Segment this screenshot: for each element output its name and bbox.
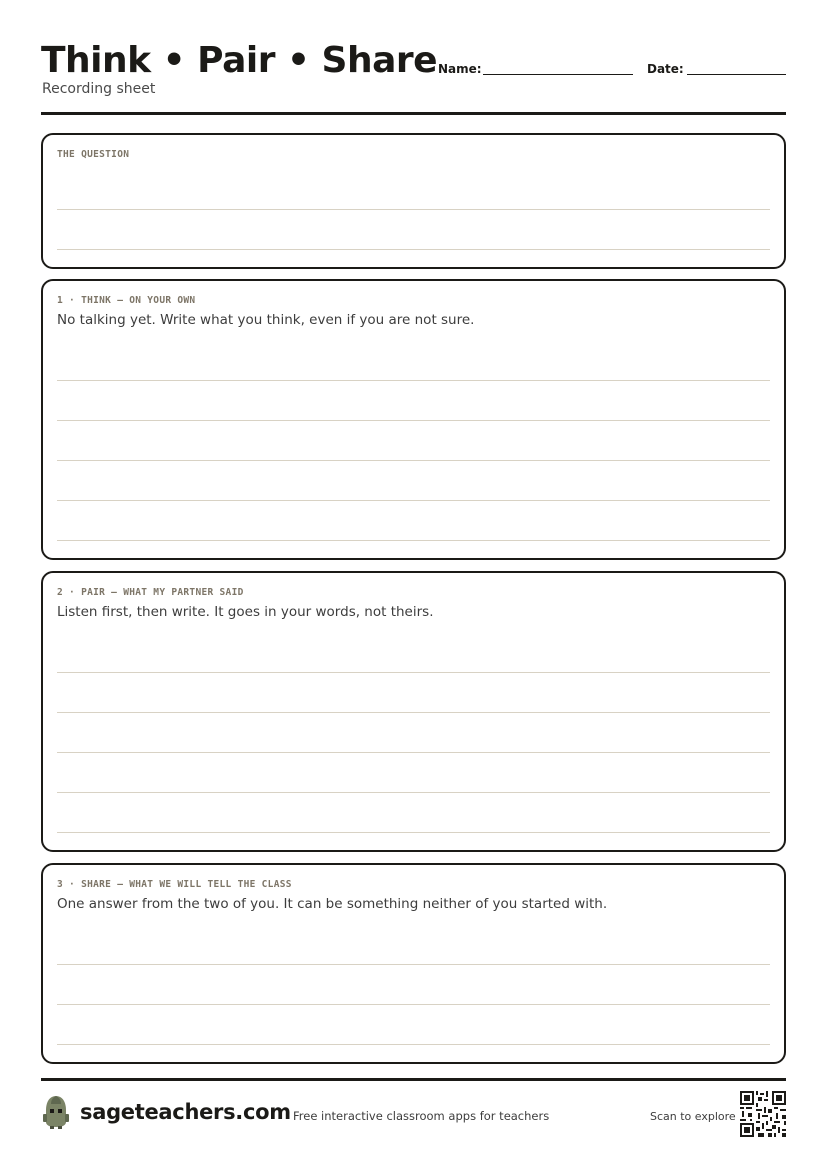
date-field[interactable] xyxy=(687,74,786,75)
writing-line[interactable] xyxy=(57,792,770,793)
question-label: THE QUESTION xyxy=(57,149,130,160)
writing-line[interactable] xyxy=(57,1004,770,1005)
writing-line[interactable] xyxy=(57,752,770,753)
share-label: 3 · SHARE — WHAT WE WILL TELL THE CLASS xyxy=(57,879,292,890)
think-prompt: No talking yet. Write what you think, even if you are not sure. xyxy=(57,312,475,328)
writing-line[interactable] xyxy=(57,672,770,673)
name-label: Name: xyxy=(438,62,482,76)
scan-label: Scan to explore xyxy=(650,1110,736,1123)
writing-line[interactable] xyxy=(57,500,770,501)
writing-line[interactable] xyxy=(57,460,770,461)
writing-line[interactable] xyxy=(57,420,770,421)
think-box xyxy=(41,279,786,560)
header-divider xyxy=(41,112,786,115)
pair-label: 2 · PAIR — WHAT MY PARTNER SAID xyxy=(57,587,244,598)
writing-line[interactable] xyxy=(57,832,770,833)
writing-line[interactable] xyxy=(57,209,770,210)
writing-line[interactable] xyxy=(57,540,770,541)
tagline: Free interactive classroom apps for teachers xyxy=(293,1109,550,1123)
qr-code-icon[interactable] xyxy=(740,1091,786,1137)
date-label: Date: xyxy=(647,62,684,76)
footer-divider xyxy=(41,1078,786,1081)
page-title: Think • Pair • Share xyxy=(41,40,438,81)
writing-line[interactable] xyxy=(57,964,770,965)
sage-mascot-icon xyxy=(41,1094,71,1130)
pair-box xyxy=(41,571,786,852)
writing-line[interactable] xyxy=(57,712,770,713)
share-prompt: One answer from the two of you. It can be something neither of you started with. xyxy=(57,896,608,912)
writing-line[interactable] xyxy=(57,249,770,250)
question-box xyxy=(41,133,786,269)
brand-name[interactable]: sageteachers.com xyxy=(80,1100,291,1124)
pair-prompt: Listen first, then write. It goes in your words, not theirs. xyxy=(57,604,434,620)
writing-line[interactable] xyxy=(57,380,770,381)
name-field[interactable] xyxy=(483,74,633,75)
writing-line[interactable] xyxy=(57,1044,770,1045)
page-subtitle: Recording sheet xyxy=(42,81,156,97)
think-label: 1 · THINK — ON YOUR OWN xyxy=(57,295,196,306)
share-box xyxy=(41,863,786,1064)
